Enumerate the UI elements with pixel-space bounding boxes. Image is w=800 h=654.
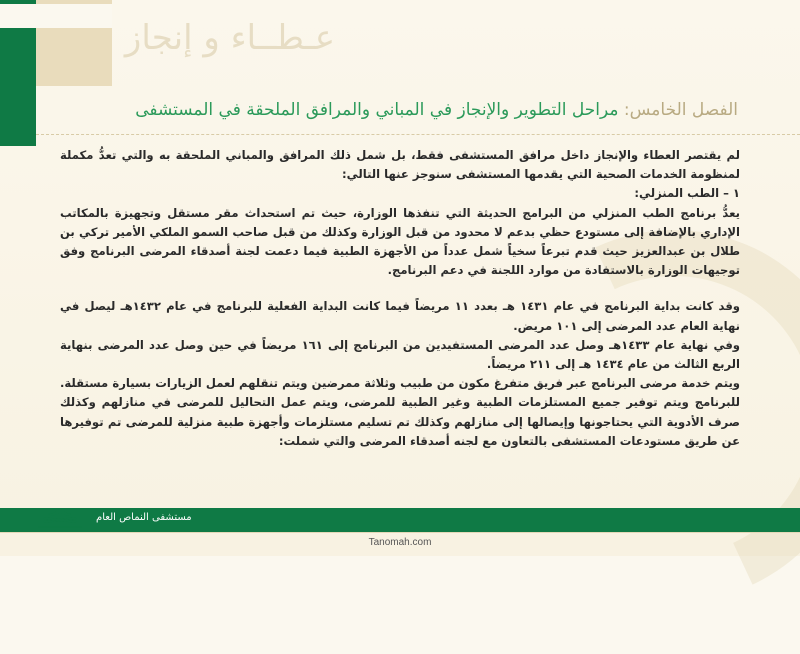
progress-paragraph: وفي نهاية عام ١٤٣٣هـ وصل عدد المرضى المستفيدين من البرنامج إلى ١٦١ مريضاً في حين وصل عدد المرضى بنهاية الربع الثالث من عام ١٤٣٤ هـ إلى ٢١١ مريضاً. [60, 337, 740, 372]
section-heading: ١ – الطب المنزلي: [634, 186, 740, 201]
start-paragraph: وقد كانت بداية البرنامج في عام ١٤٣١ هـ بعدد ١١ مريضاً فيما كانت البداية الفعلية للبرنامج في عام ١٤٣٢هـ ليصل في نهاية العام عدد المرضى إلى ١٠١ مريض. [60, 299, 740, 333]
body-text [60, 146, 740, 451]
chapter-title [78, 100, 738, 120]
intro-paragraph: لم يقتصر العطاء والإنجاز داخل مرافق المستشفى فقط، بل شمل ذلك المرافق والمباني الملحقة به والتي تعدُّ مكملة لمنظومة الخدمات الصحية التي يقدمها المستشفى سنوجز عنها التالي: [60, 148, 740, 182]
service-paragraph: ويتم خدمة مرضى البرنامج عبر فريق متفرغ مكون من طبيب وثلاثة ممرضين ويتم تنقلهم لعمل الزيارات بسيارة مستقلة. للبرنامج ويتم توفير جميع المستلزمات الطبية وغير الطبية للمرضى، ويتم عمل التحاليل للمرضى في منازلهم وكذلك صرف الأدوية التي يحتاجونها وإيصالها إلى منازلهم وكذلك تم تسليم مستلزمات وأجهزة طبية منزلية للمرضى تم توفيرها عن طريق مستودعات المستشفى بالتعاون مع لجنه أصدقاء المرضى والتي شملت: [60, 376, 740, 448]
chapter-heading: مراحل التطوير والإنجاز في المباني والمرافق الملحقة في المستشفى [135, 100, 619, 120]
footer-stripe [0, 532, 800, 533]
header-watermark: عـطــاء و إنجاز [124, 18, 335, 58]
paragraph-gap [60, 280, 740, 297]
site-watermark: Tanomah.com [368, 537, 432, 548]
ministry-logo-icon [30, 506, 90, 530]
title-divider [36, 134, 800, 135]
footer-logo-area [0, 4, 112, 28]
program-paragraph: يعدُّ برنامج الطب المنزلي من البرامج الحديثة التي تنفذها الوزارة، حيث تم استحداث مقر مستقل وتجهيزة بالمكاتب الإداري بالإضافة إلى مستودع حظي بدعم لا محدود من قبل الوزارة وكذلك من قبل صاحب السمو الملكي الأمير تركي بن طلال بن عبدالعزيز حيث قدم تبرعاً سخياً شمل عدداً من الأجهزة الطبية فيما دعمت لجنة أصدقاء المرضى البرنامج وفق توجيهات الوزارة بالاستفادة من موارد اللجنة في دعم البرنامج. [60, 205, 740, 278]
chapter-prefix: الفصل الخامس: [623, 100, 738, 120]
hospital-name: مستشفى النماص العام [96, 512, 192, 523]
